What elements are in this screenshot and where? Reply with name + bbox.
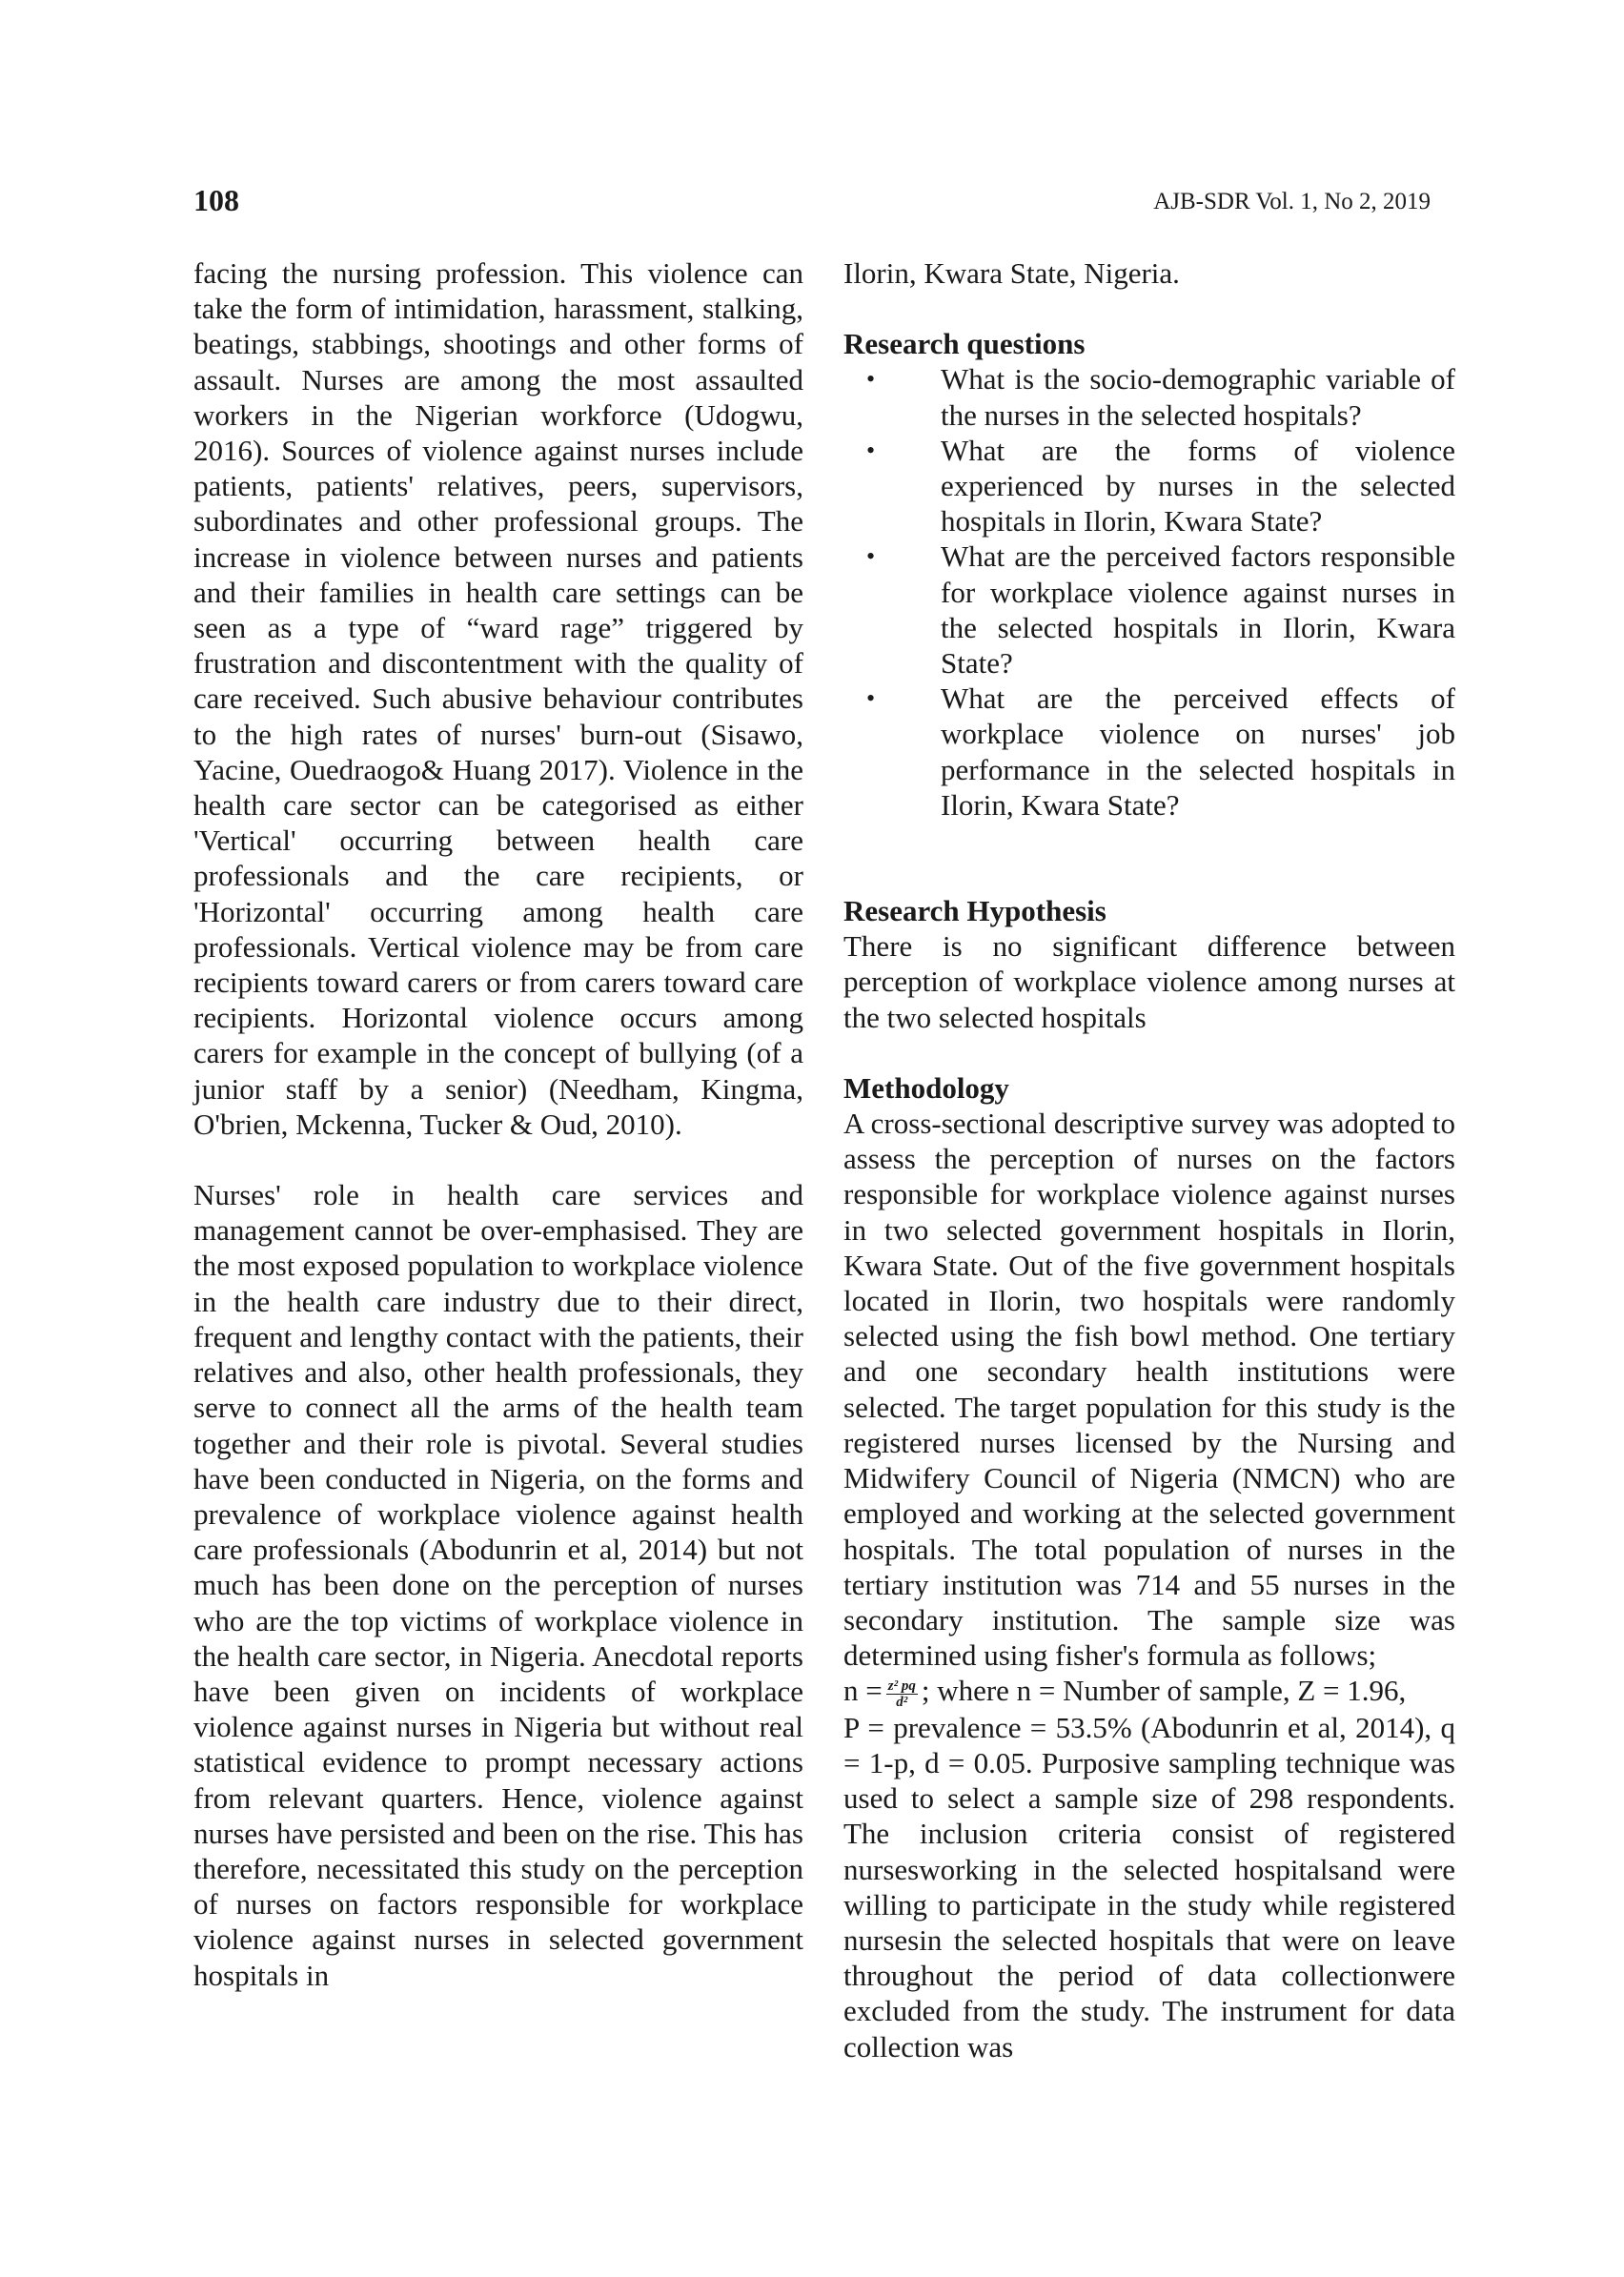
research-question: What are the perceived factors responsible for workplace violence against nurses in the selected hospitals in Ilorin, Kwara State? bbox=[941, 539, 1455, 681]
list-item bbox=[843, 361, 1455, 432]
formula-denominator: d² bbox=[896, 1694, 908, 1710]
journal-reference: AJB-SDR Vol. 1, No 2, 2019 bbox=[1153, 189, 1431, 214]
methodology-heading: Methodology bbox=[843, 1070, 1009, 1105]
hypothesis-text: There is no significant difference between perception of workplace violence among nurses at the two selected hospitals bbox=[843, 929, 1455, 1034]
research-question: What are the forms of violence experienced by nurses in the selected hospitals in Ilorin, Kwara State? bbox=[941, 433, 1455, 539]
paragraph-continuation: Ilorin, Kwara State, Nigeria. bbox=[843, 256, 1180, 290]
sample-size-formula bbox=[843, 1673, 1455, 1709]
research-questions-list bbox=[843, 361, 1455, 823]
page-number: 108 bbox=[193, 183, 239, 217]
research-hypothesis-heading: Research Hypothesis bbox=[843, 894, 1106, 928]
right-column bbox=[843, 255, 1455, 2064]
list-item bbox=[843, 433, 1455, 539]
formula-fraction bbox=[886, 1678, 918, 1710]
research-questions-heading: Research questions bbox=[843, 327, 1086, 361]
bullet-icon: • bbox=[866, 436, 876, 464]
paragraph-nurses-role: Nurses' role in health care services and management cannot be over-emphasised. They are the most exposed population to workplace violence in the health care industry due to their direct, frequent and lengthy contact with the patients, their relatives and also, other health professionals, they serve to connect all the arms of the health team together and their role is pivotal. Several studies have been conducted in Nigeria, on the forms and prevalence of workplace violence against health care professionals (Abodunrin et al, 2014) but not much has been done on the perception of nurses who are the top victims of workplace violence in the health care sector, in Nigeria. Anecdotal reports have been given on incidents of workplace violence against nurses in Nigeria but without real statistical evidence to prompt necessary actions from relevant quarters. Hence, violence against nurses have persisted and been on the rise. This has therefore, necessitated this study on the perception of nurses on factors responsible for workplace violence against nurses in selected government hospitals in bbox=[193, 1178, 803, 1992]
formula-numerator: z² pq bbox=[887, 1677, 916, 1694]
list-item bbox=[843, 681, 1455, 823]
research-question: What are the perceived effects of workplace violence on nurses' job performance in the selected hospitals in Ilorin, Kwara State? bbox=[941, 681, 1455, 822]
bullet-icon: • bbox=[866, 365, 876, 394]
formula-prefix: n = bbox=[843, 1674, 883, 1708]
left-column bbox=[193, 255, 803, 1993]
formula-suffix: ; where n = Number of sample, Z = 1.96, bbox=[921, 1674, 1407, 1708]
methodology-text-continued: P = prevalence = 53.5% (Abodunrin et al, 2014), q = 1-p, d = 0.05. Purposive sampling technique was used to select a sample size of 298 respondents. The inclusion criteria consist of registered nursesworking in the selected hospitalsand were willing to participate in the study while registered nursesin the selected hospitals that were on leave throughout the period of data collectionwere excluded from the study. The instrument for data collection was bbox=[843, 1710, 1455, 2064]
bullet-icon: • bbox=[866, 542, 876, 571]
list-item bbox=[843, 539, 1455, 681]
research-question: What is the socio-demographic variable of the nurses in the selected hospitals? bbox=[941, 362, 1455, 432]
paragraph-violence-forms: facing the nursing profession. This violence can take the form of intimidation, harassment, stalking, beatings, stabbings, shootings and other forms of assault. Nurses are among the most assaulted workers in the Nigerian workforce (Udogwu, 2016). Sources of violence against nurses include patients, patients' relatives, peers, supervisors, subordinates and other professional groups. The increase in violence between nurses and patients and their families in health care settings can be seen as a type of “ward rage” triggered by frustration and discontentment with the quality of care received. Such abusive behaviour contributes to the high rates of nurses' burn-out (Sisawo, Yacine, Ouedraogo& Huang 2017). Violence in the health care sector can be categorised as either 'Vertical' occurring between health care professionals and the care recipients, or 'Horizontal' occurring among health care professionals. Vertical violence may be from care recipients toward carers or from carers toward care recipients. Horizontal violence occurs among carers for example in the concept of bullying (of a junior staff by a senior) (Needham, Kingma, O'brien, Mckenna, Tucker & Oud, 2010). bbox=[193, 256, 803, 1141]
bullet-icon: • bbox=[866, 684, 876, 713]
methodology-text: A cross-sectional descriptive survey was adopted to assess the perception of nurses on the factors responsible for workplace violence against nurses in two selected government hospitals in Ilorin, Kwara State. Out of the five government hospitals located in Ilorin, two hospitals were randomly selected using the fish bowl method. One tertiary and one secondary health institutions were selected. The target population for this study is the registered nurses licensed by the Nursing and Midwifery Council of Nigeria (NMCN) who are employed and working at the selected government hospitals. The total population of nurses in the tertiary institution was 714 and 55 nurses in the secondary institution. The sample size was determined using fisher's formula as follows; bbox=[843, 1107, 1455, 1673]
